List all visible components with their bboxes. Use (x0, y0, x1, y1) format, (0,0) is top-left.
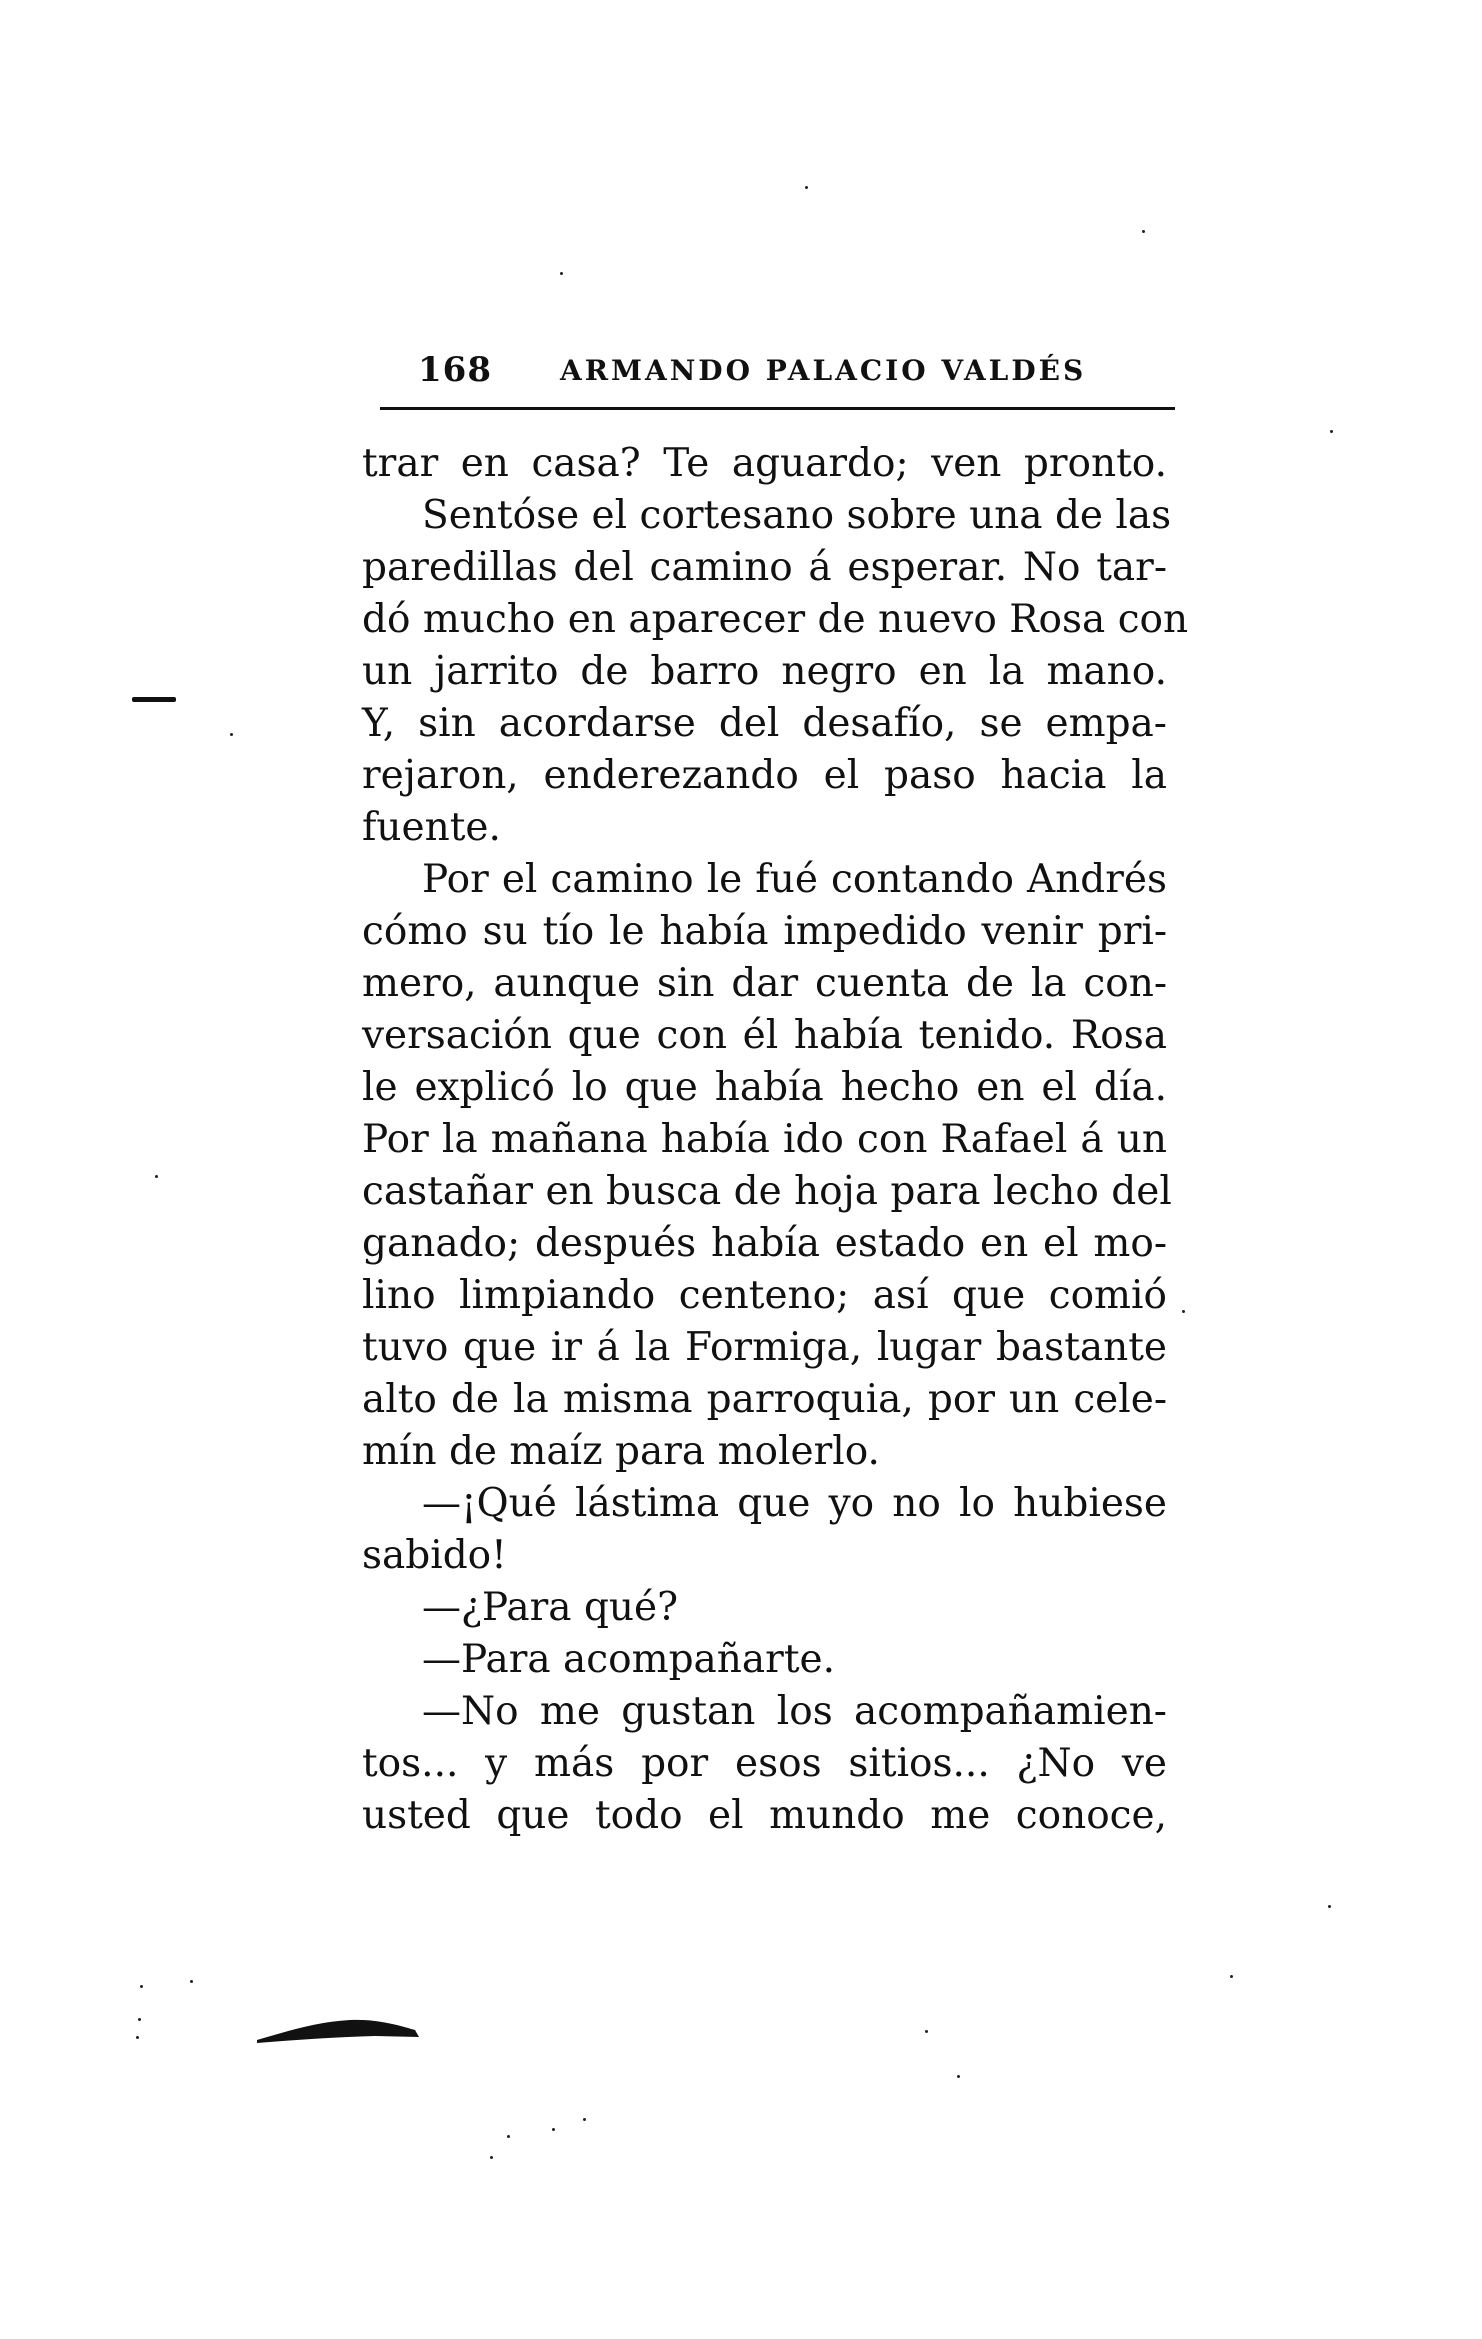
text-line: castañar en busca de hoja para lecho del (362, 1169, 1172, 1214)
text-line: —Para acompañarte. (422, 1637, 835, 1682)
text-line: mero, aunque sin dar cuenta de la con- (362, 961, 1167, 1006)
speck (507, 2135, 510, 2138)
speck (140, 1985, 143, 1988)
text-line: —¡Qué lástima que yo no lo hubiese (422, 1481, 1167, 1526)
text-line: ganado; después había estado en el mo- (362, 1221, 1167, 1266)
text-line: —¿Para qué? (422, 1585, 679, 1630)
speck (230, 733, 233, 736)
text-line: paredillas del camino á esperar. No tar- (362, 545, 1167, 590)
text-line: tos... y más por esos sitios... ¿No ve (362, 1741, 1167, 1786)
text-line: lino limpiando centeno; así que comió (362, 1273, 1167, 1318)
speck (1328, 1905, 1331, 1908)
speck (560, 272, 563, 275)
speck (925, 2030, 928, 2033)
text-line: sabido! (362, 1533, 507, 1578)
text-line: un jarrito de barro negro en la mano. (362, 649, 1167, 694)
running-title: ARMANDO PALACIO VALDÉS (560, 354, 1087, 387)
speck (1142, 230, 1145, 233)
body-text (362, 438, 1189, 1842)
text-line: Y, sin acordarse del desafío, se empa- (362, 701, 1167, 746)
text-line: trar en casa? Te aguardo; ven pronto. (362, 441, 1167, 486)
speck (957, 2075, 960, 2078)
header-rule (380, 407, 1175, 410)
text-line: cómo su tío le había impedido venir pri- (362, 909, 1167, 954)
speck (155, 1175, 158, 1178)
text-line: rejaron, enderezando el paso hacia la (362, 753, 1167, 798)
text-line: fuente. (362, 805, 501, 850)
speck (490, 2156, 493, 2159)
speck (583, 2118, 586, 2121)
speck (552, 2128, 555, 2131)
text-line: alto de la misma parroquia, por un cele- (362, 1377, 1167, 1422)
ink-smudge-mark (255, 2010, 425, 2050)
text-line: dó mucho en aparecer de nuevo Rosa con (362, 597, 1189, 642)
text-line: usted que todo el mundo me conoce, (362, 1793, 1167, 1838)
text-line: le explicó lo que había hecho en el día. (362, 1065, 1167, 1110)
margin-dash-mark (132, 697, 176, 702)
speck (1330, 430, 1333, 433)
page-number: 168 (418, 350, 492, 390)
speck (1230, 1975, 1233, 1978)
running-head (380, 350, 1175, 398)
speck (190, 1980, 193, 1983)
speck (805, 186, 808, 189)
text-line: —No me gustan los acompañamien- (422, 1689, 1167, 1734)
text-line: versación que con él había tenido. Rosa (362, 1013, 1167, 1058)
text-line: Por el camino le fué contando Andrés (422, 857, 1167, 902)
speck (136, 2036, 139, 2039)
speck (138, 2018, 141, 2021)
speck (1182, 1310, 1185, 1313)
text-line: Sentóse el cortesano sobre una de las (422, 493, 1172, 538)
text-line: mín de maíz para molerlo. (362, 1429, 880, 1474)
text-line: Por la mañana había ido con Rafael á un (362, 1117, 1167, 1162)
text-line: tuvo que ir á la Formiga, lugar bastante (362, 1325, 1167, 1370)
